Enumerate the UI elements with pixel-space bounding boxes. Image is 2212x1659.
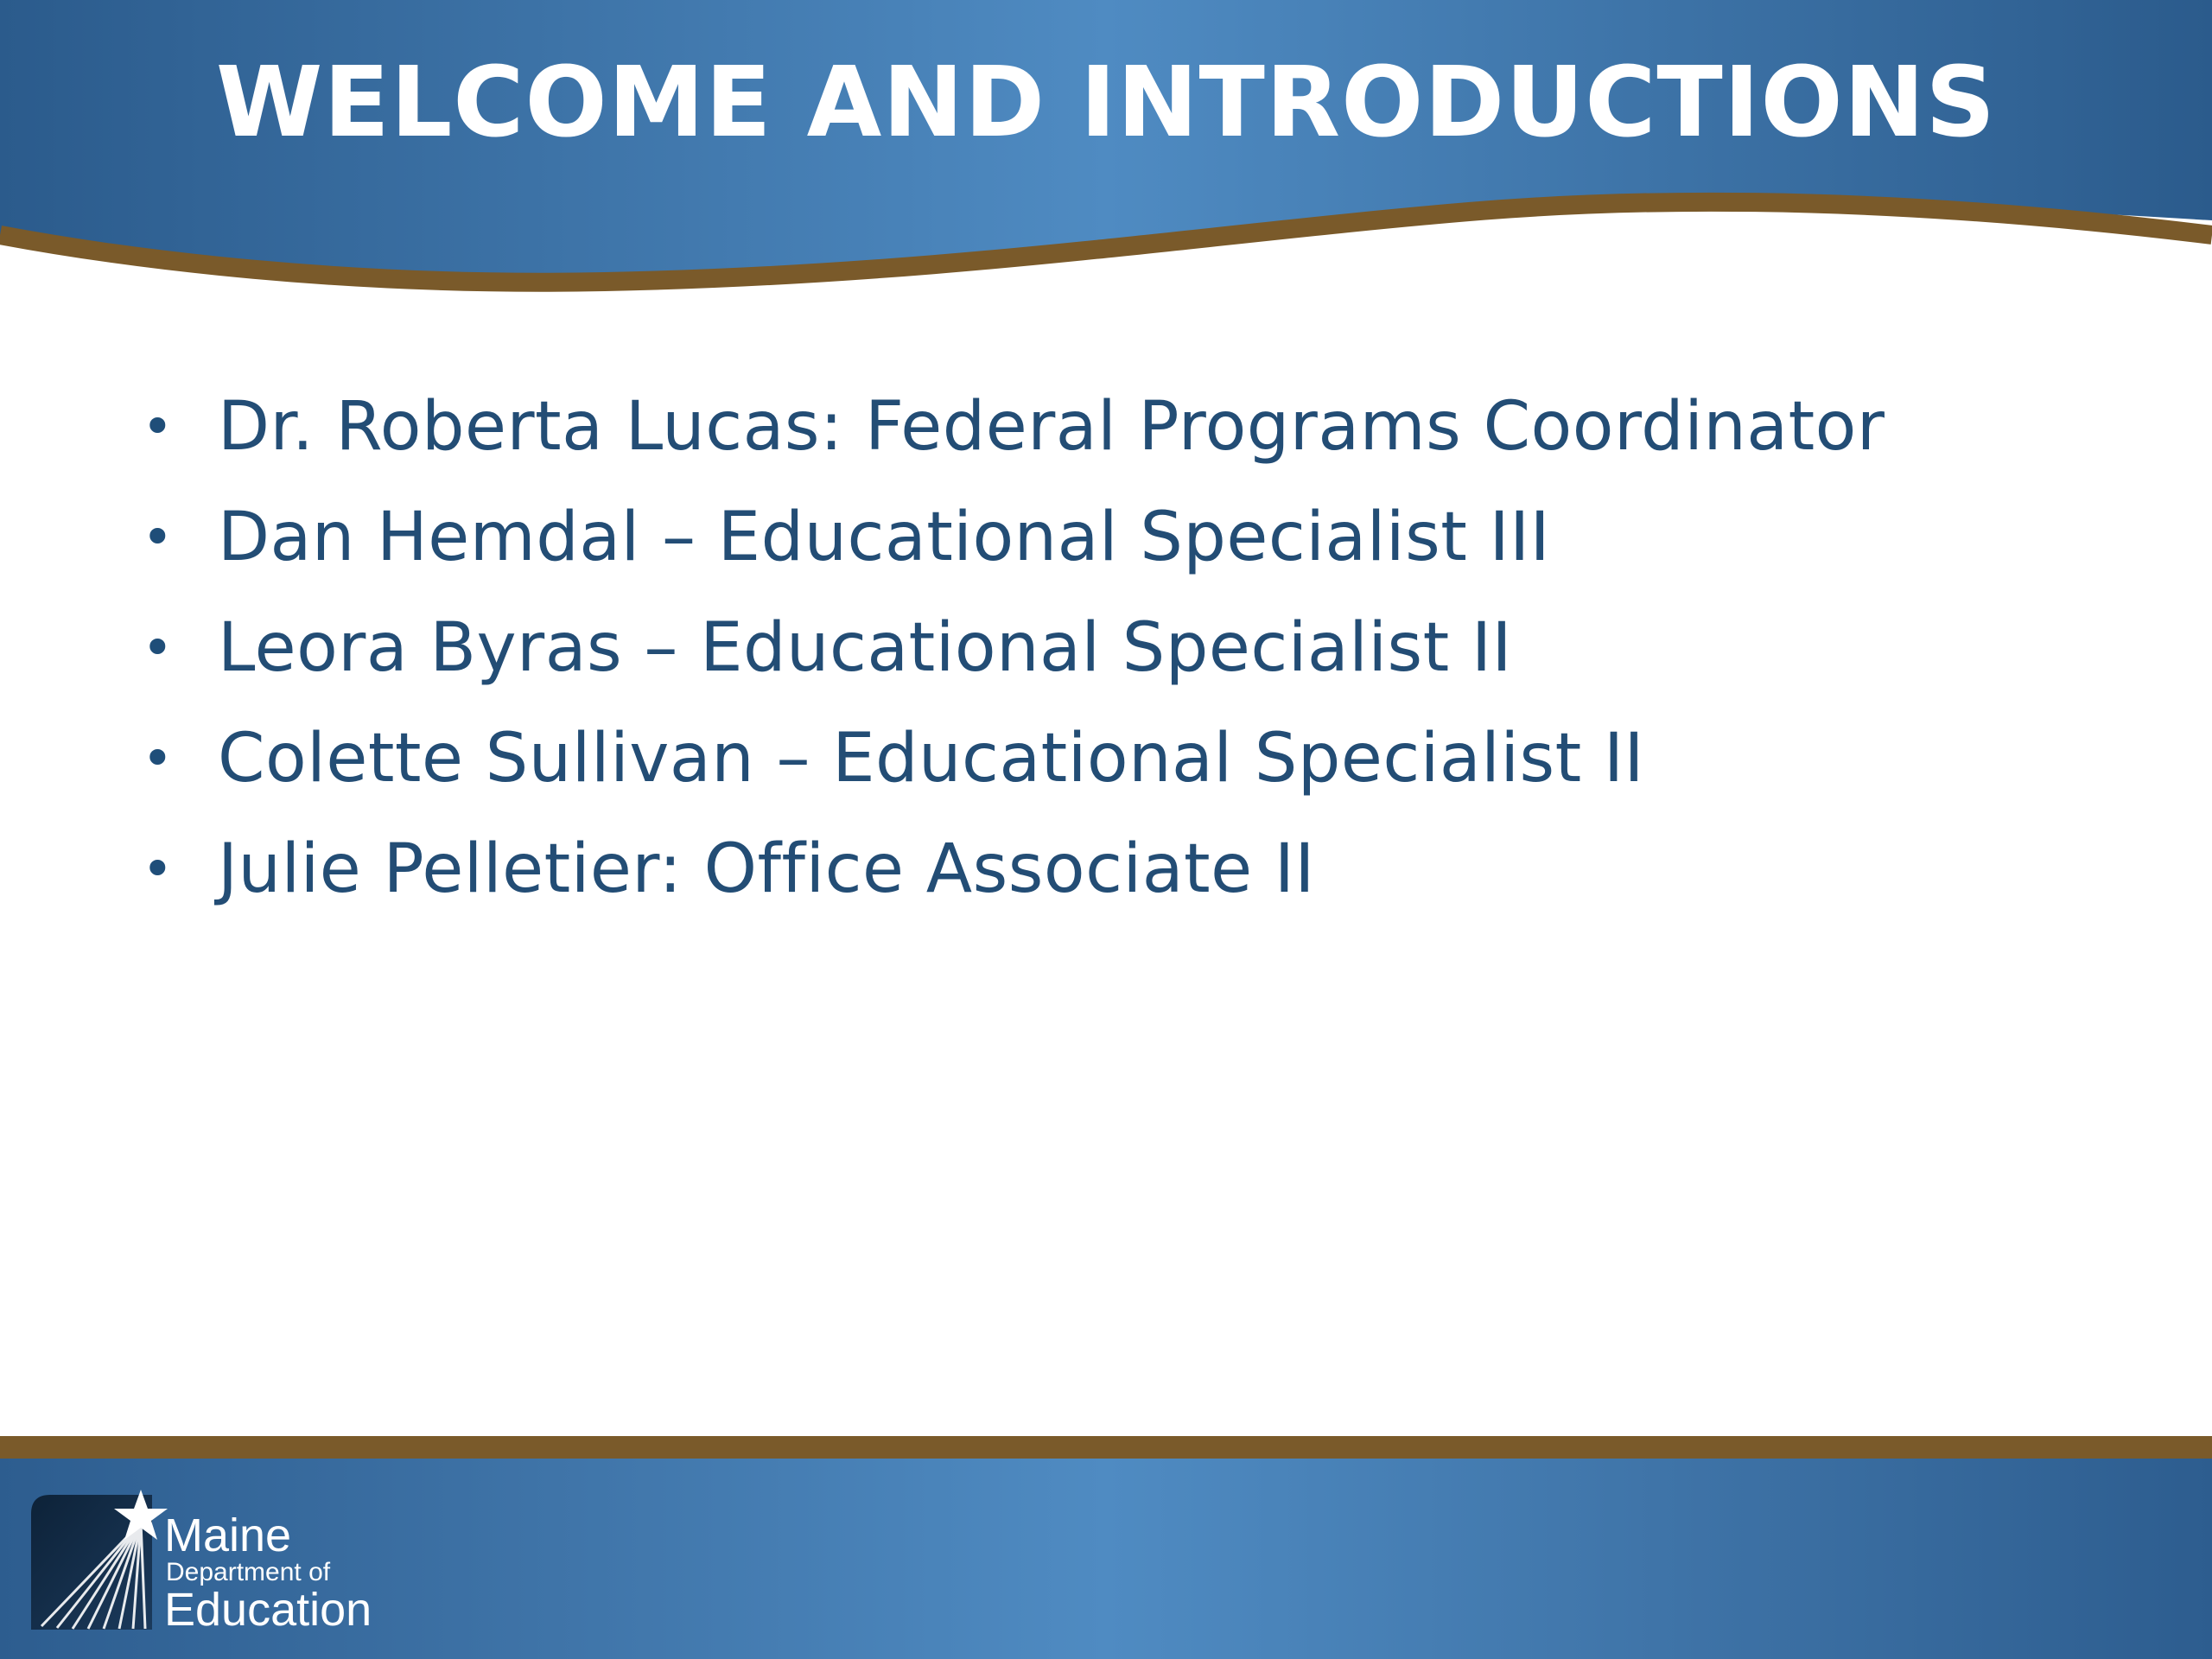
- list-item: [138, 814, 2126, 925]
- bullet-list: [138, 372, 2126, 925]
- list-item: [138, 372, 2126, 482]
- bullet-text: Leora Byras – Educational Specialist II: [218, 609, 1513, 687]
- logo-text-department: Department of: [166, 1558, 331, 1586]
- maine-doe-logo: [24, 1488, 430, 1637]
- footer-accent-line: [0, 1436, 2212, 1459]
- bullet-text: Dr. Roberta Lucas: Federal Programs Coordinator: [218, 388, 1885, 466]
- bullet-icon: •: [142, 616, 174, 679]
- list-item: [138, 703, 2126, 814]
- logo-text-maine: Maine: [164, 1510, 292, 1561]
- logo-text-education: Education: [164, 1584, 372, 1636]
- bullet-text: Colette Sullivan – Educational Specialist II: [218, 720, 1645, 798]
- bullet-text: Julie Pelletier: Office Associate II: [218, 830, 1315, 908]
- bullet-icon: •: [142, 505, 174, 569]
- bullet-icon: •: [142, 727, 174, 790]
- star-icon: [24, 1488, 171, 1637]
- list-item: [138, 482, 2126, 593]
- bullet-icon: •: [142, 395, 174, 458]
- bullet-text: Dan Hemdal – Educational Specialist III: [218, 499, 1551, 576]
- bullet-icon: •: [142, 837, 174, 900]
- slide-title: WELCOME AND INTRODUCTIONS: [215, 47, 1997, 159]
- list-item: [138, 593, 2126, 703]
